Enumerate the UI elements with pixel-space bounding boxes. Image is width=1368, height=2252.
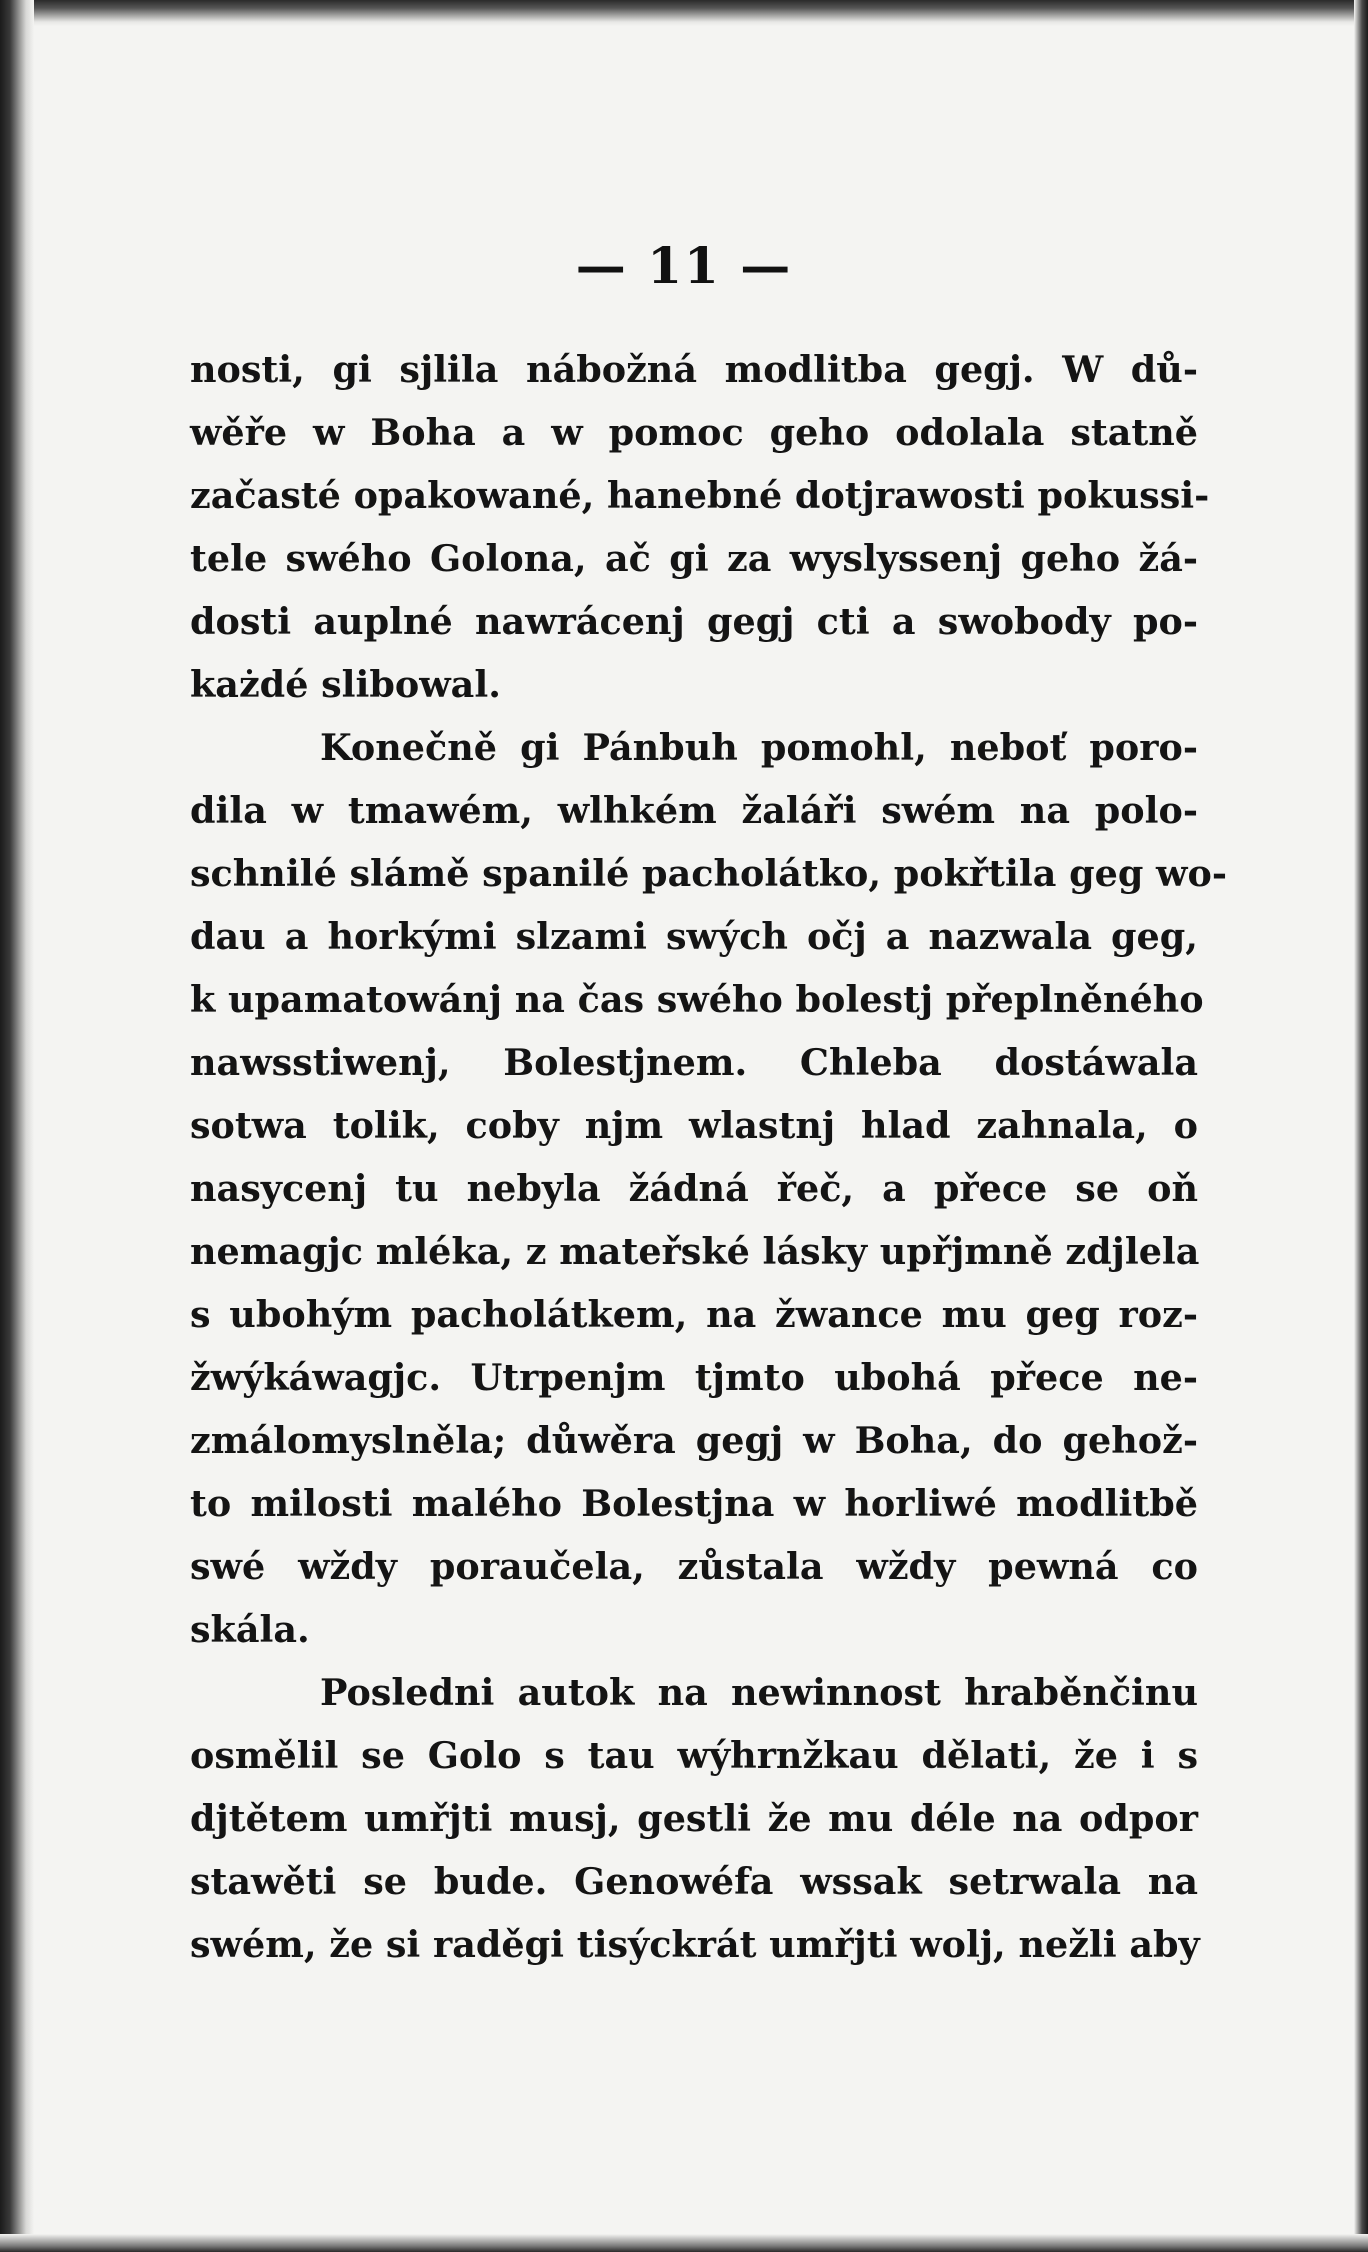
body-text bbox=[190, 338, 1227, 1976]
text-line: wěře w Boha a w pomoc geho odolala statně bbox=[190, 411, 1198, 454]
text-line: dau a horkými slzami swých očj a nazwala geg, bbox=[190, 915, 1198, 958]
text-line: swém, že si raděgi tisýckrát umřjti wolj, nežli aby bbox=[190, 1923, 1200, 1966]
page-right-edge bbox=[1354, 0, 1368, 2252]
text-line: žwýkáwagjc. Utrpenjm tjmto ubohá přece ne- bbox=[190, 1356, 1198, 1399]
text-line: nasycenj tu nebyla žádná řeč, a přece se oň bbox=[190, 1167, 1198, 1210]
text-line: to milosti malého Bolestjna w horliwé modlitbě bbox=[190, 1482, 1198, 1525]
text-line: dosti auplné nawrácenj gegj cti a swobody po- bbox=[190, 600, 1198, 643]
text-line: Konečně gi Pánbuh pomohl, neboť poro- bbox=[320, 726, 1198, 769]
text-line: nosti, gi sjlila nábožná modlitba gegj. W dů- bbox=[190, 348, 1198, 391]
text-line: k upamatowánj na čas swého bolestj přeplněného bbox=[190, 978, 1204, 1021]
text-line: schnilé slámě spanilé pacholátko, pokřtila geg wo- bbox=[190, 852, 1227, 895]
text-line: djtětem umřjti musj, gestli že mu déle na odpor bbox=[190, 1797, 1198, 1840]
text-line: osmělil se Golo s tau wýhrnžkau dělati, že i s bbox=[190, 1734, 1198, 1777]
page-number: — 11 — bbox=[575, 236, 793, 295]
text-line: zmálomyslněla; důwěra gegj w Boha, do gehož- bbox=[190, 1419, 1198, 1462]
text-line: s ubohým pacholátkem, na žwance mu geg roz- bbox=[190, 1293, 1198, 1336]
text-line: każdé slibowal. bbox=[190, 663, 501, 706]
text-line: sotwa tolik, coby njm wlastnj hlad zahnala, o bbox=[190, 1104, 1198, 1147]
text-line: swé wždy poraučela, zůstala wždy pewná co bbox=[190, 1545, 1198, 1588]
text-line: začasté opakowané, hanebné dotjrawosti pokussi- bbox=[190, 474, 1210, 517]
text-line: nawsstiwenj, Bolestjnem. Chleba dostáwala bbox=[190, 1041, 1198, 1084]
text-line: stawěti se bude. Genowéfa wssak setrwala na bbox=[190, 1860, 1198, 1903]
page-top-edge bbox=[0, 0, 1368, 26]
text-line: skála. bbox=[190, 1608, 310, 1651]
text-line: nemagjc mléka, z mateřské lásky upřjmně zdjlela bbox=[190, 1230, 1200, 1273]
page-binding-edge bbox=[0, 0, 34, 2252]
text-line: dila w tmawém, wlhkém žaláři swém na polo- bbox=[190, 789, 1198, 832]
text-line: Posledni autok na newinnost hraběnčinu bbox=[320, 1671, 1198, 1714]
page-bottom-edge bbox=[0, 2234, 1368, 2252]
text-line: tele swého Golona, ač gi za wyslyssenj geho žá- bbox=[190, 537, 1198, 580]
